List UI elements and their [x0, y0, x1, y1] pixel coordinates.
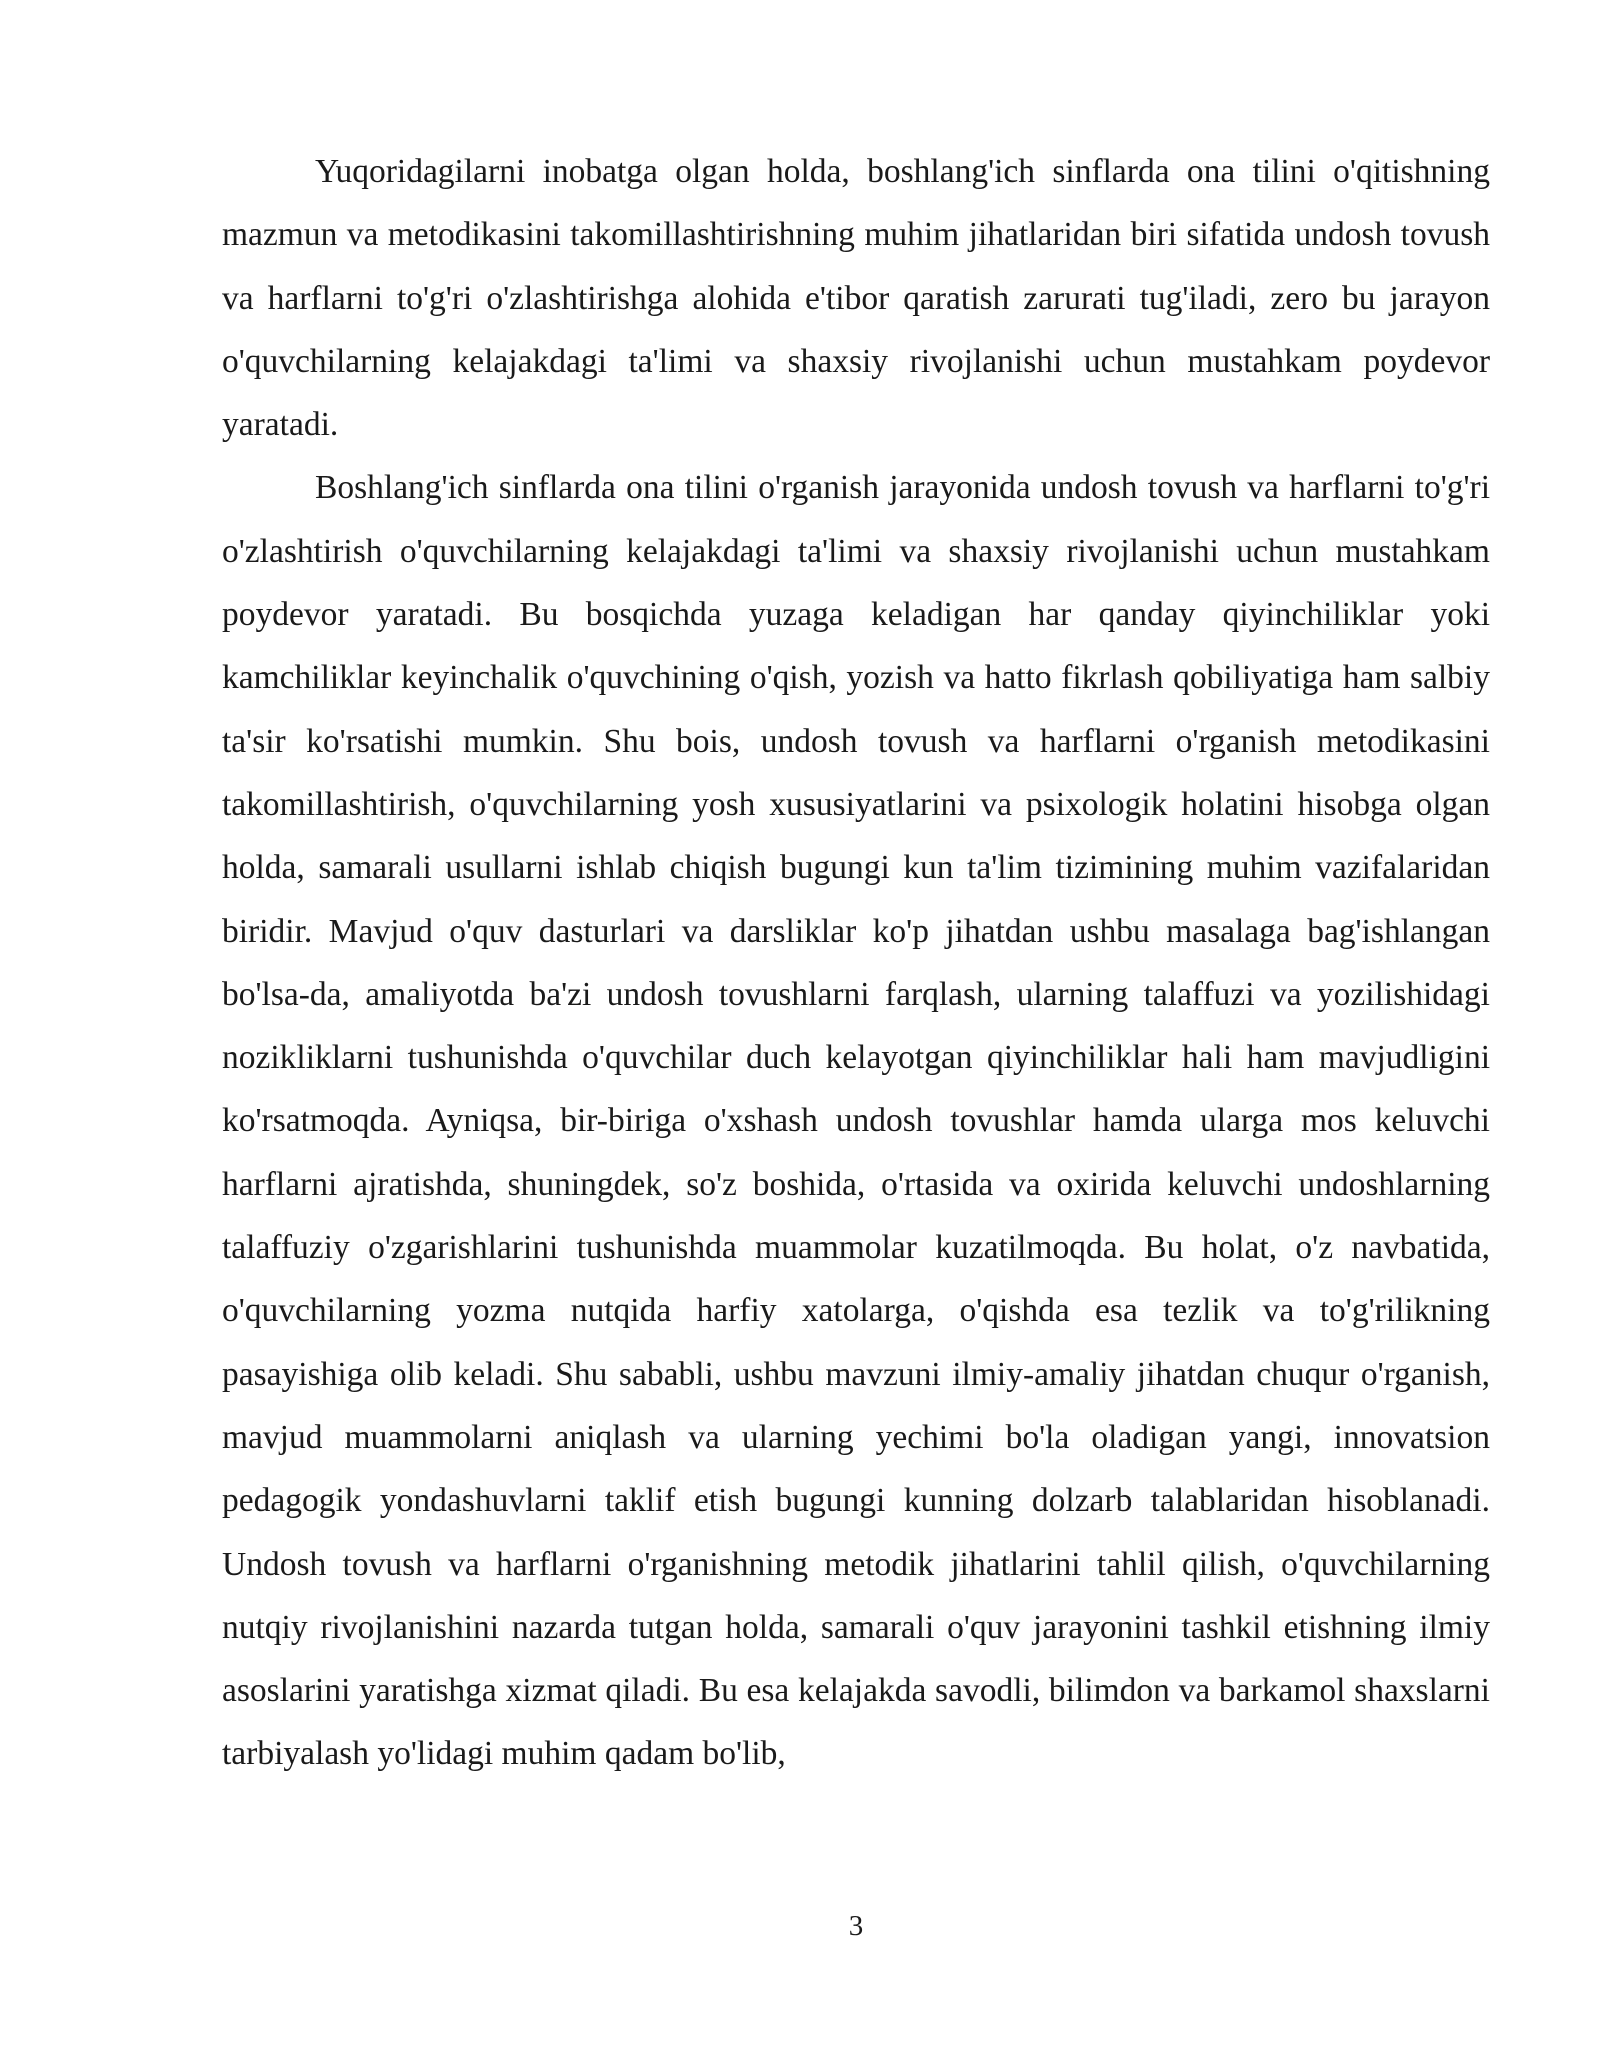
body-text	[222, 140, 1490, 1786]
page-number: 3	[848, 1910, 864, 1942]
paragraph-1: Yuqoridagilarni inobatga olgan holda, boshlang'ich sinflarda ona tilini o'qitishning mazmun va metodikasini takomillashtirishning muhim jihatlaridan biri sifatida undosh tovush va harflarni to'g'ri o'zlashtirishga alohida e'tibor qaratish zarurati tug'iladi, zero bu jarayon o'quvchilarning kelajakdagi ta'limi va shaxsiy rivojlanishi uchun mustahkam poydevor yaratadi.	[222, 153, 1490, 444]
paragraph-2: Boshlang'ich sinflarda ona tilini o'rganish jarayonida undosh tovush va harflarni to'g'ri o'zlashtirish o'quvchilarning kelajakdagi ta'limi va shaxsiy rivojlanishi uchun mustahkam poydevor yaratadi. Bu bosqichda yuzaga keladigan har qanday qiyinchiliklar yoki kamchiliklar keyinchalik o'quvchining o'qish, yozish va hatto fikrlash qobiliyatiga ham salbiy ta'sir ko'rsatishi mumkin. Shu bois, undosh tovush va harflarni o'rganish metodikasini takomillashtirish, o'quvchilarning yosh xususiyatlarini va psixologik holatini hisobga olgan holda, samarali usullarni ishlab chiqish bugungi kun ta'lim tizimining muhim vazifalaridan biridir. Mavjud o'quv dasturlari va darsliklar ko'p jihatdan ushbu masalaga bag'ishlangan bo'lsa-da, amaliyotda ba'zi undosh tovushlarni farqlash, ularning talaffuzi va yozilishidagi nozikliklarni tushunishda o'quvchilar duch kelayotgan qiyinchiliklar hali ham mavjudligini ko'rsatmoqda. Ayniqsa, bir-biriga o'xshash undosh tovushlar hamda ularga mos keluvchi harflarni ajratishda, shuningdek, so'z boshida, o'rtasida va oxirida keluvchi undoshlarning talaffuziy o'zgarishlarini tushunishda muammolar kuzatilmoqda. Bu holat, o'z navbatida, o'quvchilarning yozma nutqida harfiy xatolarga, o'qishda esa tezlik va to'g'rilikning pasayishiga olib keladi. Shu sababli, ushbu mavzuni ilmiy-amaliy jihatdan chuqur o'rganish, mavjud muammolarni aniqlash va ularning yechimi bo'la oladigan yangi, innovatsion pedagogik yondashuvlarni taklif etish bugungi kunning dolzarb talablaridan hisoblanadi. Undosh tovush va harflarni o'rganishning metodik jihatlarini tahlil qilish, o'quvchilarning nutqiy rivojlanishini nazarda tutgan holda, samarali o'quv jarayonini tashkil etishning ilmiy asoslarini yaratishga xizmat qiladi. Bu esa kelajakda savodli, bilimdon va barkamol shaxslarni tarbiyalash yo'lidagi muhim qadam bo'lib,	[222, 469, 1490, 1773]
